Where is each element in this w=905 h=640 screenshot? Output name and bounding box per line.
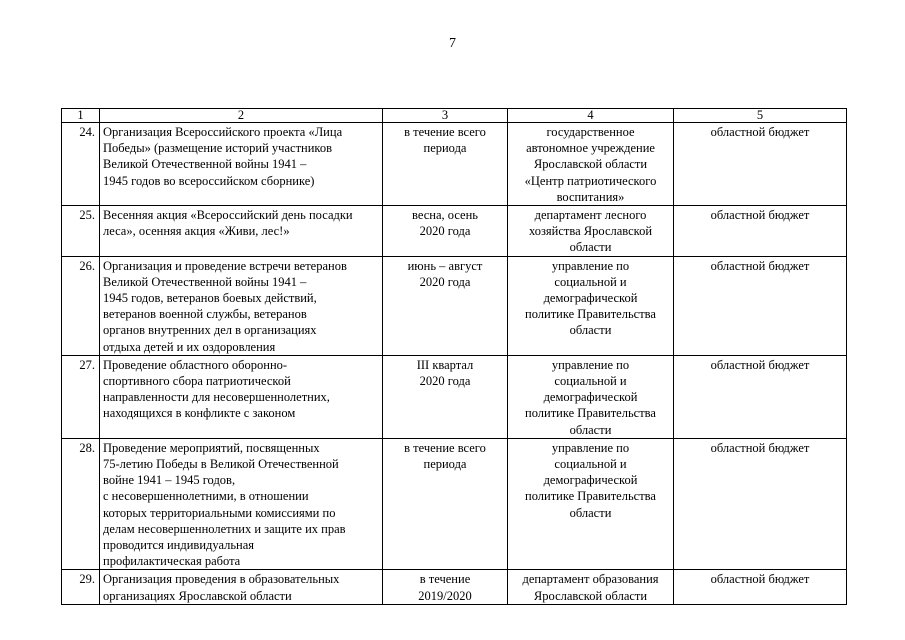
table-row: [62, 570, 847, 604]
activity-term: в течение 2019/2020: [383, 570, 508, 604]
activity-executor: управление по социальной и демографической политике Правительства области: [508, 438, 674, 570]
activity-name: Проведение областного оборонно- спортивного сбора патриотической направленности для несовершеннолетних, находящихся в конфликте с законом: [100, 355, 383, 438]
row-number: 26.: [62, 256, 100, 355]
row-number: 28.: [62, 438, 100, 570]
header-cell-1: 1: [62, 109, 100, 123]
activity-name: Организация и проведение встречи ветеранов Великой Отечественной войны 1941 – 1945 годов, ветеранов боевых действий, ветеранов военной службы, ветеранов органов внутренних дел в организациях отдыха детей и их оздоровления: [100, 256, 383, 355]
header-cell-4: 4: [508, 109, 674, 123]
activity-name: Весенняя акция «Всероссийский день посадки леса», осенняя акция «Живи, лес!»: [100, 206, 383, 257]
activity-term: в течение всего периода: [383, 123, 508, 206]
funding-source: областной бюджет: [674, 206, 847, 257]
activity-executor: управление по социальной и демографической политике Правительства области: [508, 355, 674, 438]
funding-source: областной бюджет: [674, 570, 847, 604]
activity-name: Организация проведения в образовательных организациях Ярославской области: [100, 570, 383, 604]
header-cell-2: 2: [100, 109, 383, 123]
activity-term: июнь – август 2020 года: [383, 256, 508, 355]
activity-term: в течение всего периода: [383, 438, 508, 570]
activity-executor: управление по социальной и демографической политике Правительства области: [508, 256, 674, 355]
activity-term: весна, осень 2020 года: [383, 206, 508, 257]
table-row: [62, 256, 847, 355]
activity-executor: департамент образования Ярославской области: [508, 570, 674, 604]
activity-name: Организация Всероссийского проекта «Лица Победы» (размещение историй участников Великой Отечественной войны 1941 – 1945 годов во всероссийском сборнике): [100, 123, 383, 206]
activities-table: [61, 108, 847, 605]
row-number: 29.: [62, 570, 100, 604]
funding-source: областной бюджет: [674, 256, 847, 355]
row-number: 24.: [62, 123, 100, 206]
activity-name: Проведение мероприятий, посвященных 75-летию Победы в Великой Отечественной войне 1941 – 1945 годов, с несовершеннолетними, в отношении которых территориальными комиссиями по делам несовершеннолетних и защите их прав проводится индивидуальная профилактическая работа: [100, 438, 383, 570]
table-row: [62, 206, 847, 257]
table-row: [62, 438, 847, 570]
row-number: 27.: [62, 355, 100, 438]
header-cell-3: 3: [383, 109, 508, 123]
header-cell-5: 5: [674, 109, 847, 123]
activity-term: III квартал 2020 года: [383, 355, 508, 438]
page-number: 7: [449, 36, 456, 51]
funding-source: областной бюджет: [674, 355, 847, 438]
table-row: [62, 355, 847, 438]
activity-executor: департамент лесного хозяйства Ярославской области: [508, 206, 674, 257]
row-number: 25.: [62, 206, 100, 257]
table-row: [62, 123, 847, 206]
activity-executor: государственное автономное учреждение Ярославской области «Центр патриотического воспитания»: [508, 123, 674, 206]
table-header-row: [62, 109, 847, 123]
funding-source: областной бюджет: [674, 123, 847, 206]
funding-source: областной бюджет: [674, 438, 847, 570]
